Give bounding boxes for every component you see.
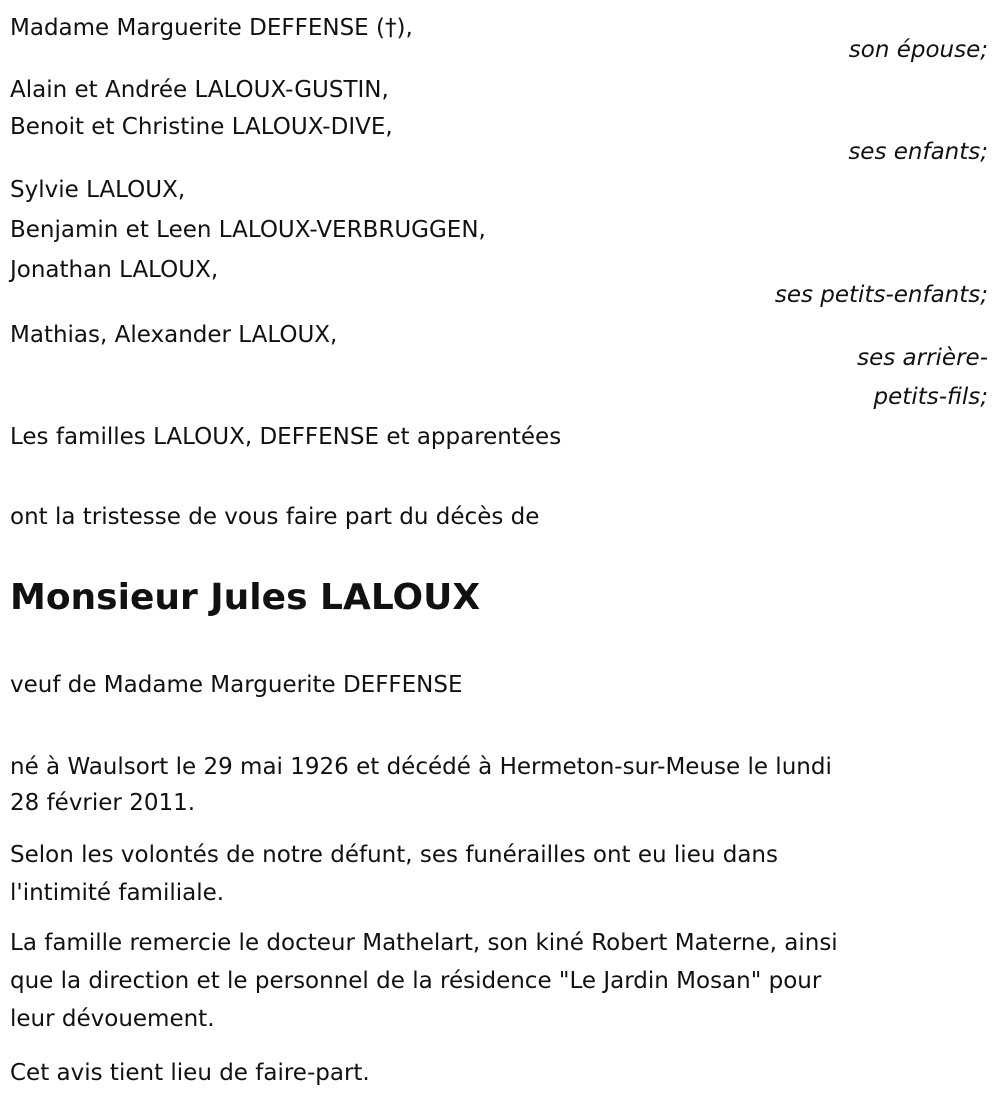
paragraph-line: Cet avis tient lieu de faire-part.	[10, 1060, 370, 1086]
paragraph-line: que la direction et le personnel de la résidence "Le Jardin Mosan" pour	[10, 968, 822, 994]
family-name-line: Benoit et Christine LALOUX-DIVE,	[10, 114, 393, 140]
relation-label: ses arrière-	[857, 345, 988, 371]
paragraph-line: l'intimité familiale.	[10, 880, 225, 906]
paragraph-line: leur dévouement.	[10, 1006, 215, 1032]
paragraph-line: Selon les volontés de notre défunt, ses funérailles ont eu lieu dans	[10, 842, 778, 868]
paragraph-line: 28 février 2011.	[10, 790, 196, 816]
family-name-line: Mathias, Alexander LALOUX,	[10, 322, 338, 348]
paragraph-line: La famille remercie le docteur Mathelart, son kiné Robert Materne, ainsi	[10, 930, 838, 956]
relation-label: son épouse;	[848, 37, 988, 63]
relation-label: ses enfants;	[848, 139, 988, 165]
announcement: ont la tristesse de vous faire part du décès de	[10, 504, 540, 530]
deceased-name: Monsieur Jules LALOUX	[10, 577, 481, 618]
family-name-line: Jonathan LALOUX,	[10, 257, 219, 283]
family-name-line: Madame Marguerite DEFFENSE (†),	[10, 15, 413, 41]
family-name-line: Alain et Andrée LALOUX-GUSTIN,	[10, 77, 389, 103]
widower-line: veuf de Madame Marguerite DEFFENSE	[10, 672, 463, 698]
paragraph-line: né à Waulsort le 29 mai 1926 et décédé à Hermeton-sur-Meuse le lundi	[10, 754, 832, 780]
relation-label: ses petits-enfants;	[774, 282, 988, 308]
family-name-line: Sylvie LALOUX,	[10, 177, 186, 203]
relation-label: petits-fils;	[873, 384, 988, 410]
families-line: Les familles LALOUX, DEFFENSE et apparentées	[10, 424, 562, 450]
family-name-line: Benjamin et Leen LALOUX-VERBRUGGEN,	[10, 217, 486, 243]
